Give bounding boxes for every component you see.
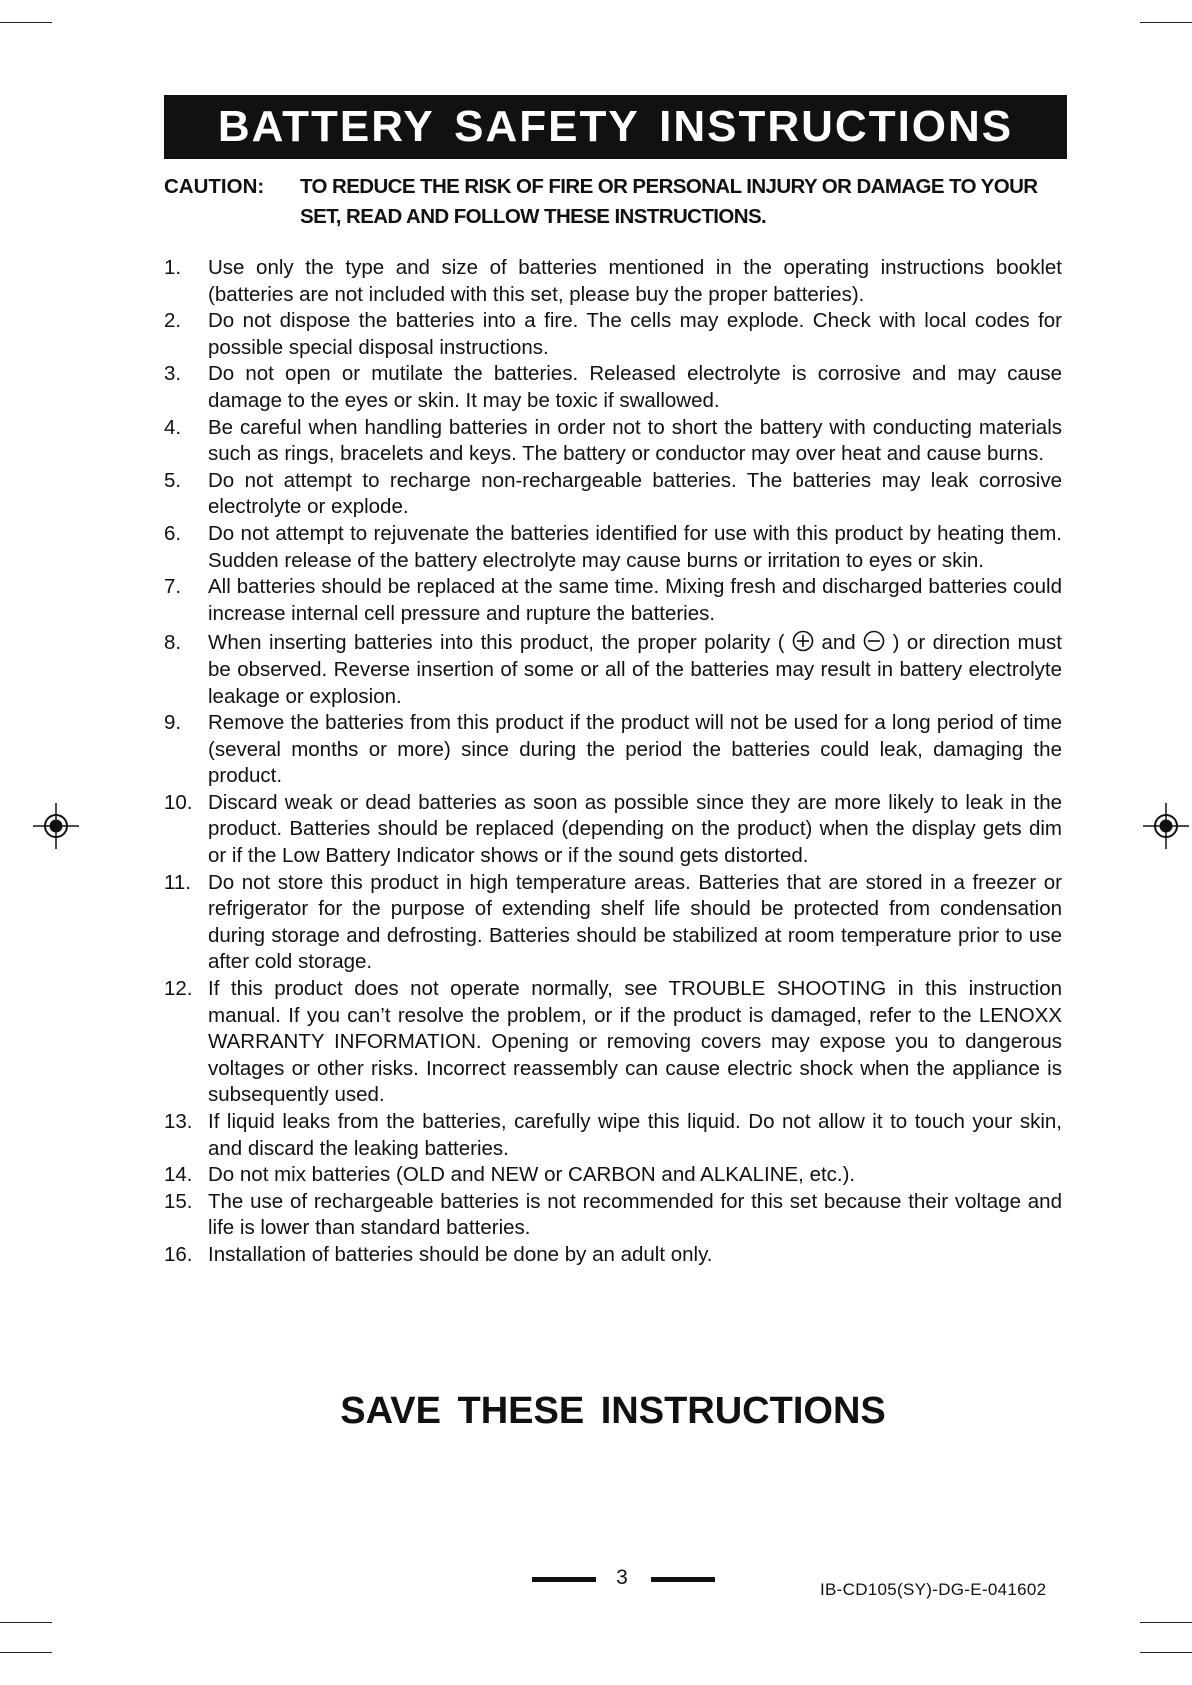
save-instructions-heading: SAVE THESE INSTRUCTIONS: [340, 1390, 886, 1432]
list-item: [164, 630, 1062, 710]
list-item: [164, 255, 1062, 308]
list-item: [164, 521, 1062, 574]
item-number: 15.: [164, 1189, 193, 1213]
item-number: 2.: [164, 309, 182, 333]
item-text-after: ) or direction must be observed. Reverse insertion of some or all of the batteries may result in battery electrolyte leakage or explosion.: [208, 631, 1062, 708]
crop-mark: [0, 1652, 52, 1653]
item-number: 13.: [164, 1110, 193, 1133]
list-item: [164, 1109, 1062, 1162]
list-item: [164, 1162, 1062, 1189]
list-item: [164, 308, 1062, 361]
list-item: [164, 710, 1062, 790]
item-number: 9.: [164, 711, 182, 735]
item-number: 14.: [164, 1163, 193, 1187]
page-number-rule: [651, 1577, 715, 1582]
instruction-list: [164, 255, 1062, 1269]
item-text: Do not dispose the batteries into a fire. The cells may explode. Check with local codes for possible special disposal instructions.: [208, 309, 1062, 359]
crop-mark: [1140, 1652, 1192, 1653]
caution-block: [164, 172, 1069, 232]
item-text: Do not mix batteries (OLD and NEW or CARBON and ALKALINE, etc.).: [208, 1163, 856, 1187]
item-text: Installation of batteries should be done by an adult only.: [208, 1242, 713, 1266]
list-item: [164, 976, 1062, 1109]
minus-circle-icon: [863, 630, 885, 652]
list-item: [164, 1242, 1062, 1269]
registration-mark-icon: [33, 803, 79, 849]
list-item: [164, 790, 1062, 870]
plus-circle-icon: [792, 630, 814, 652]
item-text: Do not attempt to recharge non-rechargeable batteries. The batteries may leak corrosive electrolyte or explode.: [208, 468, 1062, 519]
list-item: [164, 870, 1062, 976]
item-number: 16.: [164, 1242, 193, 1266]
item-number: 11.: [164, 870, 191, 894]
caution-text: TO REDUCE THE RISK OF FIRE OR PERSONAL INJURY OR DAMAGE TO YOUR SET, READ AND FOLLOW THESE INSTRUCTIONS.: [300, 175, 1038, 228]
item-number: 12.: [164, 977, 193, 1001]
list-item: [164, 361, 1062, 414]
crop-mark: [0, 1622, 52, 1623]
item-number: 4.: [164, 415, 182, 439]
item-number: 10.: [164, 790, 193, 814]
item-text: Do not open or mutilate the batteries. Released electrolyte is corrosive and may cause damage to the eyes or skin. It may be toxic if swallowed.: [208, 362, 1062, 412]
item-text: The use of rechargeable batteries is not recommended for this set because their voltage and life is lower than standard batteries.: [208, 1189, 1062, 1240]
registration-mark-icon: [1143, 803, 1189, 849]
item-text: If this product does not operate normally, see TROUBLE SHOOTING in this instruction manual. If you can’t resolve the problem, or if the product is damaged, refer to the LENOXX WARRANTY INFORMATION. Opening or removing covers may expose you to dangerous voltages or other risks. Incorrect reassembly can cause electric shock when the appliance is subsequently used.: [208, 977, 1062, 1107]
item-number: 8.: [164, 631, 182, 655]
item-text: Do not store this product in high temperature areas. Batteries that are stored in a freezer or refrigerator for the purpose of extending shelf life should be protected from condensation during storage and defrosting. Batteries should be stabilized at room temperature prior to use after cold storage.: [208, 870, 1062, 974]
list-item: [164, 1189, 1062, 1242]
item-text-mid: and: [821, 631, 856, 655]
item-text: Remove the batteries from this product if the product will not be used for a long period of time (several months or more) since during the period the batteries could leak, damaging the product.: [208, 711, 1062, 788]
item-text-before: When inserting batteries into this product, the proper polarity (: [208, 631, 785, 655]
page-title: BATTERY SAFETY INSTRUCTIONS: [164, 95, 1067, 159]
caution-label: CAUTION:: [164, 175, 265, 198]
item-text: [208, 630, 1062, 710]
item-text: Discard weak or dead batteries as soon as possible since they are more likely to leak in the product. Batteries should be replaced (depending on the product) when the display gets dim or if the Low Battery Indicator shows or if the sound gets distorted.: [208, 790, 1062, 868]
item-number: 7.: [164, 575, 182, 599]
item-number: 5.: [164, 468, 182, 492]
item-text: All batteries should be replaced at the same time. Mixing fresh and discharged batteries could increase internal cell pressure and rupture the batteries.: [208, 575, 1062, 625]
crop-mark: [1140, 22, 1192, 23]
item-number: 3.: [164, 362, 182, 386]
item-text: Do not attempt to rejuvenate the batteries identified for use with this product by heating them. Sudden release of the battery electrolyte may cause burns or irritation to eyes or skin.: [208, 521, 1062, 572]
page-number: 3: [616, 1566, 628, 1589]
item-text: Be careful when handling batteries in order not to short the battery with conducting materials such as rings, bracelets and keys. The battery or conductor may over heat and cause burns.: [208, 415, 1062, 466]
list-item: [164, 574, 1062, 627]
item-number: 1.: [164, 256, 182, 279]
item-text: Use only the type and size of batteries mentioned in the operating instructions booklet (batteries are not included with this set, please buy the proper batteries).: [208, 256, 1062, 306]
crop-mark: [1140, 1622, 1192, 1623]
item-number: 6.: [164, 521, 182, 545]
list-item: [164, 468, 1062, 521]
page-number-rule: [532, 1577, 596, 1582]
item-text: If liquid leaks from the batteries, carefully wipe this liquid. Do not allow it to touch your skin, and discard the leaking batteries.: [208, 1110, 1062, 1160]
document-id: IB-CD105(SY)-DG-E-041602: [820, 1580, 1047, 1599]
list-item: [164, 415, 1062, 468]
crop-mark: [0, 22, 52, 23]
